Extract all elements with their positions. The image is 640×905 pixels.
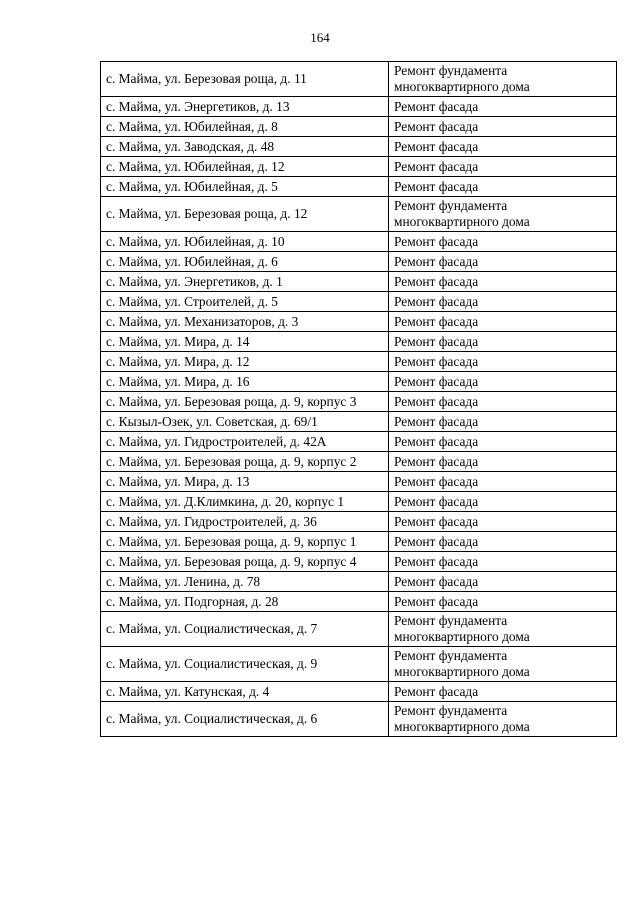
work-type-cell: Ремонт фасада [389,512,617,532]
table-row [101,647,617,682]
table-row [101,137,617,157]
work-type-cell: Ремонт фундамента многоквартирного дома [389,62,617,97]
work-type-cell: Ремонт фасада [389,472,617,492]
address-cell: с. Майма, ул. Мира, д. 14 [101,332,389,352]
address-cell: с. Майма, ул. Подгорная, д. 28 [101,592,389,612]
work-type-cell: Ремонт фасада [389,177,617,197]
table-row [101,157,617,177]
work-type-cell: Ремонт фасада [389,332,617,352]
address-cell: с. Майма, ул. Юбилейная, д. 5 [101,177,389,197]
address-cell: с. Майма, ул. Юбилейная, д. 6 [101,252,389,272]
address-cell: с. Майма, ул. Строителей, д. 5 [101,292,389,312]
work-type-cell: Ремонт фасада [389,492,617,512]
address-cell: с. Майма, ул. Ленина, д. 78 [101,572,389,592]
work-type-cell: Ремонт фундамента многоквартирного дома [389,612,617,647]
table-row [101,97,617,117]
work-type-cell: Ремонт фасада [389,272,617,292]
address-cell: с. Майма, ул. Березовая роща, д. 12 [101,197,389,232]
table-row [101,572,617,592]
work-type-cell: Ремонт фасада [389,97,617,117]
table-row [101,532,617,552]
table-row [101,392,617,412]
address-cell: с. Майма, ул. Механизаторов, д. 3 [101,312,389,332]
table-row [101,432,617,452]
works-table [100,61,617,737]
address-cell: с. Майма, ул. Гидростроителей, д. 42А [101,432,389,452]
table-row [101,592,617,612]
address-cell: с. Майма, ул. Энергетиков, д. 13 [101,97,389,117]
address-cell: с. Майма, ул. Энергетиков, д. 1 [101,272,389,292]
table-row [101,702,617,737]
table-row [101,117,617,137]
table-row [101,272,617,292]
address-cell: с. Майма, ул. Березовая роща, д. 9, корпус 2 [101,452,389,472]
table-row [101,452,617,472]
address-cell: с. Майма, ул. Березовая роща, д. 9, корпус 1 [101,532,389,552]
work-type-cell: Ремонт фасада [389,532,617,552]
address-cell: с. Майма, ул. Социалистическая, д. 7 [101,612,389,647]
work-type-cell: Ремонт фасада [389,117,617,137]
work-type-cell: Ремонт фасада [389,372,617,392]
work-type-cell: Ремонт фасада [389,252,617,272]
work-type-cell: Ремонт фасада [389,572,617,592]
work-type-cell: Ремонт фасада [389,352,617,372]
work-type-cell: Ремонт фасада [389,137,617,157]
address-cell: с. Майма, ул. Юбилейная, д. 10 [101,232,389,252]
page-number: 164 [310,30,330,45]
work-type-cell: Ремонт фасада [389,552,617,572]
work-type-cell: Ремонт фундамента многоквартирного дома [389,197,617,232]
table-row [101,682,617,702]
address-cell: с. Майма, ул. Социалистическая, д. 9 [101,647,389,682]
work-type-cell: Ремонт фасада [389,592,617,612]
table-row [101,232,617,252]
address-cell: с. Майма, ул. Заводская, д. 48 [101,137,389,157]
address-cell: с. Майма, ул. Мира, д. 16 [101,372,389,392]
table-row [101,412,617,432]
address-cell: с. Майма, ул. Гидростроителей, д. 36 [101,512,389,532]
table-row [101,512,617,532]
work-type-cell: Ремонт фасада [389,452,617,472]
table-row [101,197,617,232]
address-cell: с. Майма, ул. Березовая роща, д. 9, корпус 3 [101,392,389,412]
table-row [101,312,617,332]
table-row [101,492,617,512]
address-cell: с. Майма, ул. Березовая роща, д. 9, корпус 4 [101,552,389,572]
address-cell: с. Майма, ул. Социалистическая, д. 6 [101,702,389,737]
work-type-cell: Ремонт фундамента многоквартирного дома [389,647,617,682]
table-row [101,552,617,572]
address-cell: с. Майма, ул. Березовая роща, д. 11 [101,62,389,97]
table-row [101,352,617,372]
table-row [101,292,617,312]
address-cell: с. Майма, ул. Д.Климкина, д. 20, корпус 1 [101,492,389,512]
works-table-body [101,62,617,737]
address-cell: с. Майма, ул. Юбилейная, д. 12 [101,157,389,177]
work-type-cell: Ремонт фасада [389,432,617,452]
work-type-cell: Ремонт фундамента многоквартирного дома [389,702,617,737]
work-type-cell: Ремонт фасада [389,232,617,252]
table-row [101,372,617,392]
work-type-cell: Ремонт фасада [389,292,617,312]
table-row [101,472,617,492]
work-type-cell: Ремонт фасада [389,412,617,432]
table-row [101,612,617,647]
address-cell: с. Майма, ул. Мира, д. 13 [101,472,389,492]
table-row [101,62,617,97]
table-row [101,332,617,352]
work-type-cell: Ремонт фасада [389,682,617,702]
address-cell: с. Майма, ул. Мира, д. 12 [101,352,389,372]
address-cell: с. Майма, ул. Юбилейная, д. 8 [101,117,389,137]
address-cell: с. Майма, ул. Катунская, д. 4 [101,682,389,702]
table-row [101,252,617,272]
work-type-cell: Ремонт фасада [389,157,617,177]
address-cell: с. Кызыл-Озек, ул. Советская, д. 69/1 [101,412,389,432]
work-type-cell: Ремонт фасада [389,392,617,412]
table-row [101,177,617,197]
work-type-cell: Ремонт фасада [389,312,617,332]
